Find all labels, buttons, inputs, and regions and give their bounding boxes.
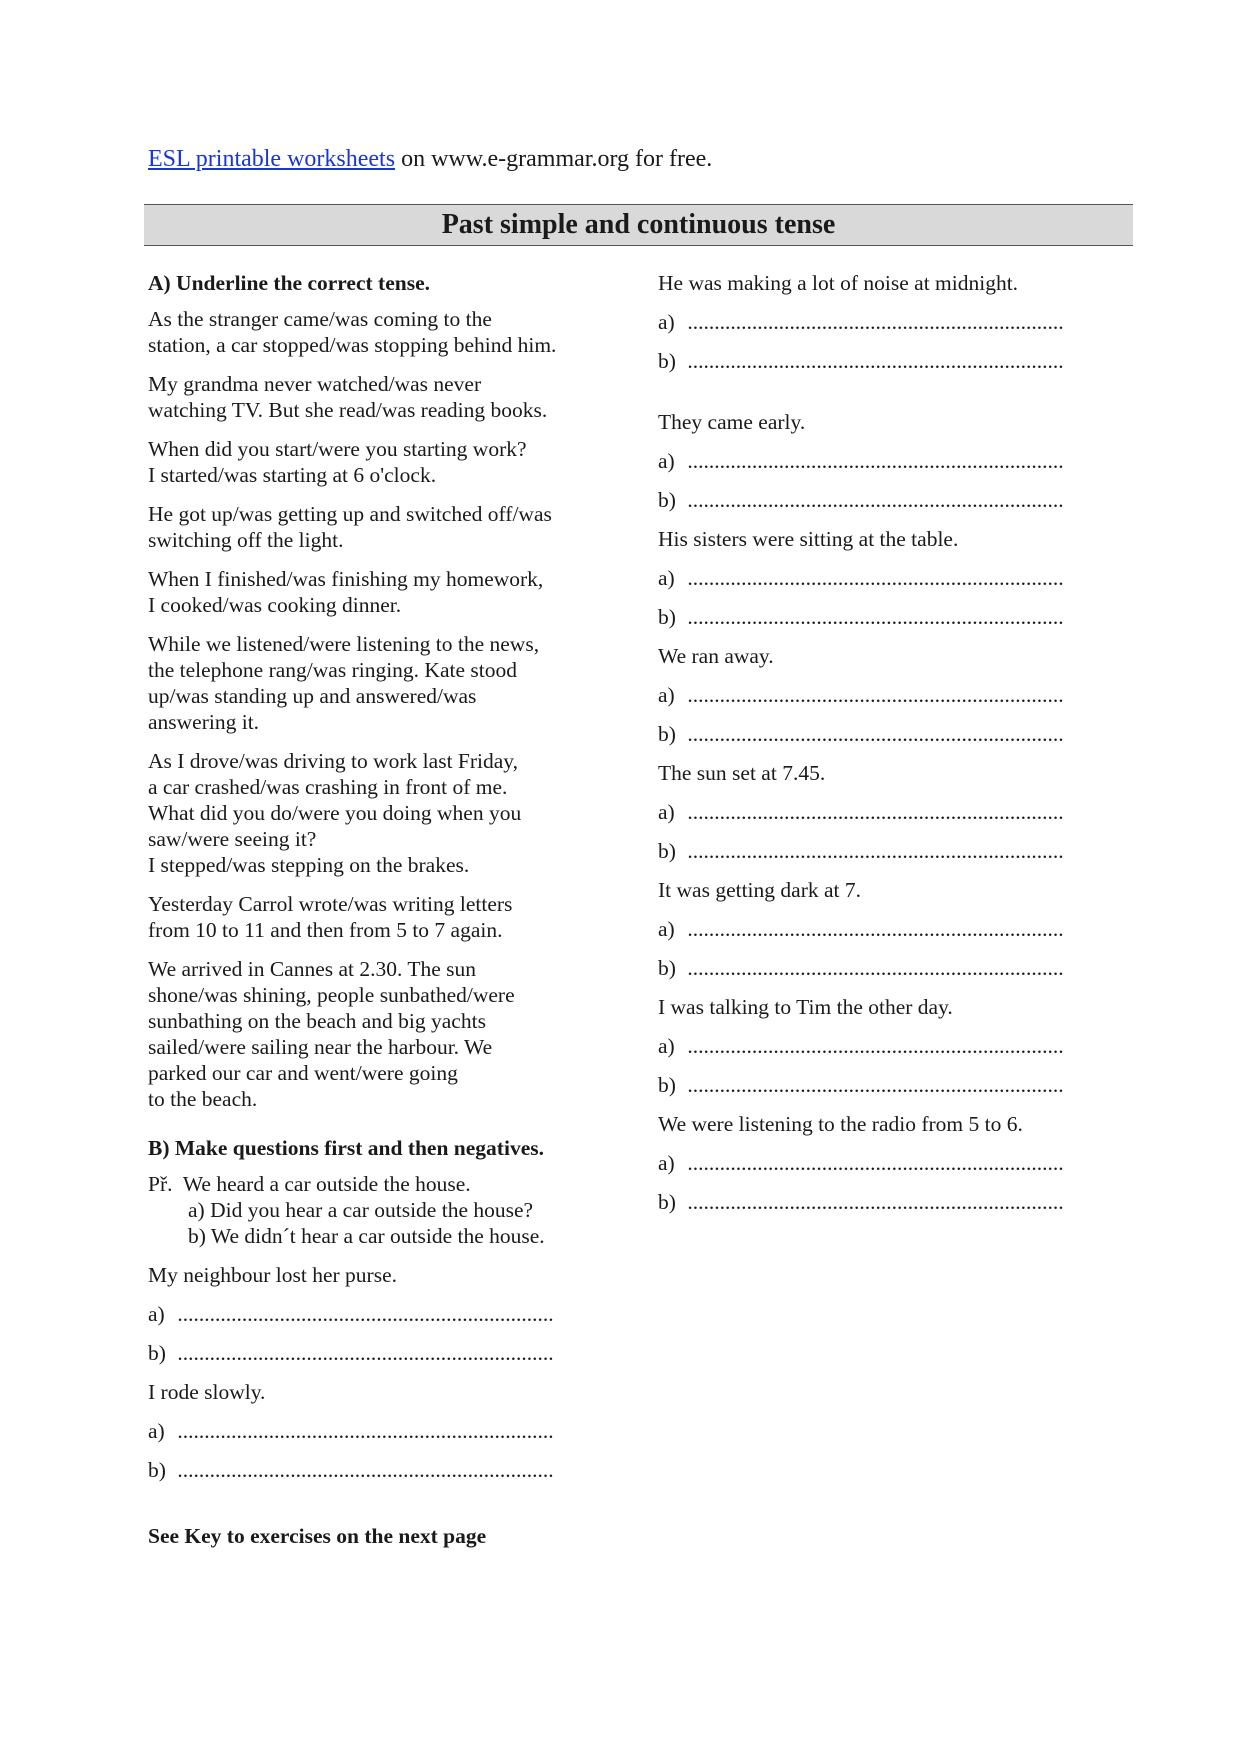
exercise-a-item-9: We arrived in Cannes at 2.30. The sun shone/was shining, people sunbathed/were sunbathing on the beach and big yachts sailed/were sailing near the harbour. We parked our car and went/were going to the beach. [148,957,515,1111]
answer-label-a: a) [148,1302,165,1326]
answer-line-a[interactable] [148,1301,608,1327]
answer-label-b: b) [658,956,676,980]
answer-line-a[interactable] [658,916,1118,942]
answer-dots: ...................................................................... [687,800,1064,824]
answer-dots: ...................................................................... [687,722,1064,746]
right-column [658,270,1118,1228]
answer-label-a: a) [658,800,675,824]
answer-label-a: a) [658,1034,675,1058]
answer-line-b[interactable] [658,838,1118,864]
answer-dots: ...................................................................... [687,1034,1064,1058]
answer-line-a[interactable] [658,682,1118,708]
answer-label-a: a) [658,917,675,941]
left-column [148,270,608,1559]
example-sentence: Př. We heard a car outside the house. [148,1172,471,1196]
answer-label-b: b) [658,605,676,629]
answer-line-b[interactable] [658,487,1118,513]
section-b-heading: B) Make questions first and then negatives. [148,1136,544,1160]
answer-dots: ...................................................................... [687,917,1064,941]
answer-line-a[interactable] [658,309,1118,335]
answer-label-a: a) [658,683,675,707]
exercise-b-sentence: I was talking to Tim the other day. [658,995,953,1019]
answer-dots: ...................................................................... [177,1302,554,1326]
exercise-b-sentence: It was getting dark at 7. [658,878,862,902]
answer-line-b[interactable] [658,721,1118,747]
exercise-a-item-7: As I drove/was driving to work last Friday, a car crashed/was crashing in front of me. What did you do/were you doing when you saw/were seeing it? I stepped/was stepping on the brakes. [148,749,522,877]
answer-line-a[interactable] [658,799,1118,825]
example-negative: b) We didn´t hear a car outside the house. [188,1224,545,1248]
answer-label-a: a) [148,1419,165,1443]
answer-dots: ...................................................................... [687,310,1064,334]
answer-key-note: See Key to exercises on the next page [148,1524,487,1548]
answer-dots: ...................................................................... [687,566,1064,590]
answer-dots: ...................................................................... [687,1151,1064,1175]
exercise-b-sentence: My neighbour lost her purse. [148,1263,398,1287]
source-rest-text: on www.e-grammar.org for free. [395,146,713,172]
exercise-a-item-2: My grandma never watched/was never watching TV. But she read/was reading books. [148,372,548,422]
answer-dots: ...................................................................... [687,683,1064,707]
source-line [148,146,712,173]
answer-dots: ...................................................................... [687,1190,1064,1214]
answer-dots: ...................................................................... [687,449,1064,473]
answer-line-a[interactable] [658,448,1118,474]
exercise-b-sentence: We were listening to the radio from 5 to 6. [658,1112,1023,1136]
answer-label-b: b) [658,722,676,746]
answer-label-b: b) [658,1073,676,1097]
exercise-a-item-6: While we listened/were listening to the news, the telephone rang/was ringing. Kate stood up/was standing up and answered/was answering it. [148,632,540,734]
exercise-b-sentence: His sisters were sitting at the table. [658,527,959,551]
answer-line-a[interactable] [148,1418,608,1444]
answer-label-b: b) [658,349,676,373]
section-a-heading: A) Underline the correct tense. [148,271,430,295]
answer-dots: ...................................................................... [687,488,1064,512]
page-title: Past simple and continuous tense [441,209,836,240]
answer-dots: ...................................................................... [177,1419,554,1443]
answer-line-a[interactable] [658,1033,1118,1059]
example-block [148,1171,608,1249]
answer-label-a: a) [658,449,675,473]
answer-line-b[interactable] [658,955,1118,981]
exercise-b-sentence: They came early. [658,410,806,434]
answer-dots: ...................................................................... [687,349,1064,373]
exercise-a-item-1: As the stranger came/was coming to the station, a car stopped/was stopping behind him. [148,307,557,357]
answer-line-a[interactable] [658,1150,1118,1176]
exercise-a-item-8: Yesterday Carrol wrote/was writing letters from 10 to 11 and then from 5 to 7 again. [148,892,513,942]
answer-line-b[interactable] [148,1340,608,1366]
answer-line-b[interactable] [658,348,1118,374]
answer-label-a: a) [658,1151,675,1175]
answer-label-b: b) [658,1190,676,1214]
answer-line-a[interactable] [658,565,1118,591]
answer-label-b: b) [658,839,676,863]
answer-label-b: b) [148,1458,166,1482]
answer-line-b[interactable] [148,1457,608,1483]
answer-line-b[interactable] [658,1072,1118,1098]
answer-line-b[interactable] [658,1189,1118,1215]
example-question: a) Did you hear a car outside the house? [188,1198,534,1222]
answer-label-a: a) [658,566,675,590]
answer-line-b[interactable] [658,604,1118,630]
esl-worksheets-link[interactable]: ESL printable worksheets [148,146,396,172]
exercise-b-sentence: I rode slowly. [148,1380,266,1404]
exercise-a-item-5: When I finished/was finishing my homework, I cooked/was cooking dinner. [148,567,544,617]
exercise-a-item-3: When did you start/were you starting work? I started/was starting at 6 o'clock. [148,437,527,487]
answer-label-a: a) [658,310,675,334]
answer-dots: ...................................................................... [687,839,1064,863]
answer-label-b: b) [658,488,676,512]
answer-dots: ...................................................................... [177,1341,554,1365]
title-bar [144,204,1133,246]
answer-label-b: b) [148,1341,166,1365]
exercise-b-sentence: We ran away. [658,644,774,668]
exercise-b-sentence: The sun set at 7.45. [658,761,826,785]
answer-dots: ...................................................................... [177,1458,554,1482]
answer-dots: ...................................................................... [687,1073,1064,1097]
answer-dots: ...................................................................... [687,605,1064,629]
answer-dots: ...................................................................... [687,956,1064,980]
exercise-a-item-4: He got up/was getting up and switched off/was switching off the light. [148,502,552,552]
exercise-b-sentence: He was making a lot of noise at midnight. [658,271,1019,295]
